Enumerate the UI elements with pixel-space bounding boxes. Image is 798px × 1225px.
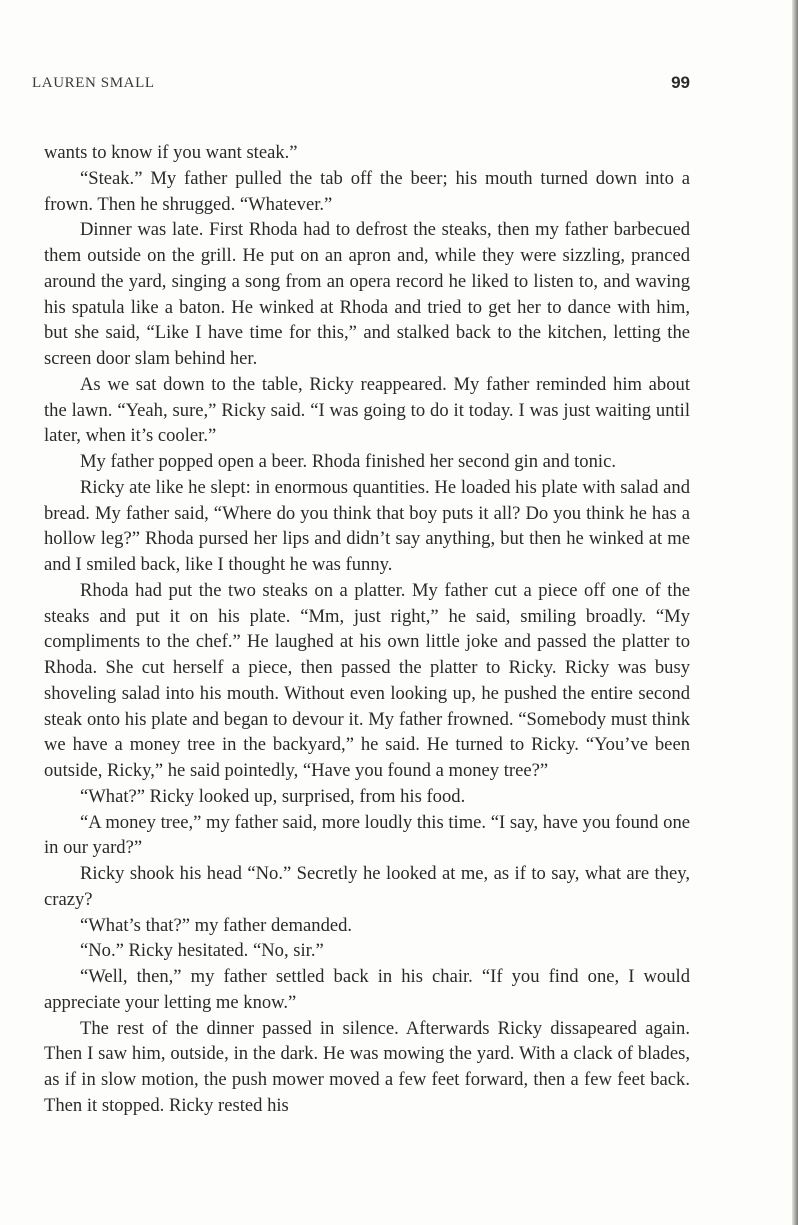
paragraph: Rhoda had put the two steaks on a platter. My father cut a piece off one of the steaks and put it on his plate. “Mm, just right,” he said, smiling broadly. “My compliments to the chef.” He laughed at his own little joke and passed the platter to Rhoda. She cut herself a piece, then passed the platter to Ricky. Ricky was busy shoveling salad into his mouth. Without even looking up, he pushed the entire second steak onto his plate and began to devour it. My father frowned. “Somebody must think we have a money tree in the backyard,” he said. He turned to Ricky. “You’ve been outside, Ricky,” he said pointedly, “Have you found a money tree?” <box>44 579 690 781</box>
paragraph: “A money tree,” my father said, more loudly this time. “I say, have you found one in our yard?” <box>44 811 690 859</box>
page-number: 99 <box>671 73 690 92</box>
paragraph: “No.” Ricky hesitated. “No, sir.” <box>80 940 324 962</box>
page-spine-edge <box>792 0 798 1225</box>
paragraph: As we sat down to the table, Ricky reappeared. My father reminded him about the lawn. “Yeah, sure,” Ricky said. “I was going to do it today. I was just waiting until later, when it’s cooler.” <box>44 373 690 447</box>
paragraph: “What?” Ricky looked up, surprised, from his food. <box>80 785 466 807</box>
paragraph: wants to know if you want steak.” <box>44 142 298 163</box>
paragraph: My father popped open a beer. Rhoda finished her second gin and tonic. <box>80 451 616 472</box>
paragraph: The rest of the dinner passed in silence. Afterwards Ricky dissapeared again. Then I saw him, outside, in the dark. He was mowing the yard. With a clack of blades, as if in slow motion, the push mower moved a few feet forward, then a few feet back. Then it stopped. Ricky rested his <box>44 1017 690 1116</box>
body-text <box>44 140 690 1119</box>
paragraph: Ricky ate like he slept: in enormous quantities. He loaded his plate with salad and bread. My father said, “Where do you think that boy puts it all? Do you think he has a hollow leg?” Rhoda pursed her lips and didn’t say anything, but then he winked at me and I smiled back, like I thought he was funny. <box>44 476 690 575</box>
paragraph: “Steak.” My father pulled the tab off the beer; his mouth turned down into a frown. Then he shrugged. “Whatever.” <box>44 167 690 215</box>
running-head: LAUREN SMALL <box>32 75 155 91</box>
paragraph: “What’s that?” my father demanded. <box>80 914 353 936</box>
paragraph: Dinner was late. First Rhoda had to defrost the steaks, then my father barbecued them outside on the grill. He put on an apron and, while they were sizzling, pranced around the yard, singing a song from an opera record he liked to listen to, and waving his spatula like a baton. He winked at Rhoda and tried to get her to dance with him, but she said, “Like I have time for this,” and stalked back to the kitchen, letting the screen door slam behind her. <box>44 219 690 369</box>
page-header <box>32 73 690 97</box>
paragraph: “Well, then,” my father settled back in his chair. “If you find one, I would appreciate your letting me know.” <box>44 966 690 1013</box>
paragraph: Ricky shook his head “No.” Secretly he looked at me, as if to say, what are they, crazy? <box>44 863 690 910</box>
